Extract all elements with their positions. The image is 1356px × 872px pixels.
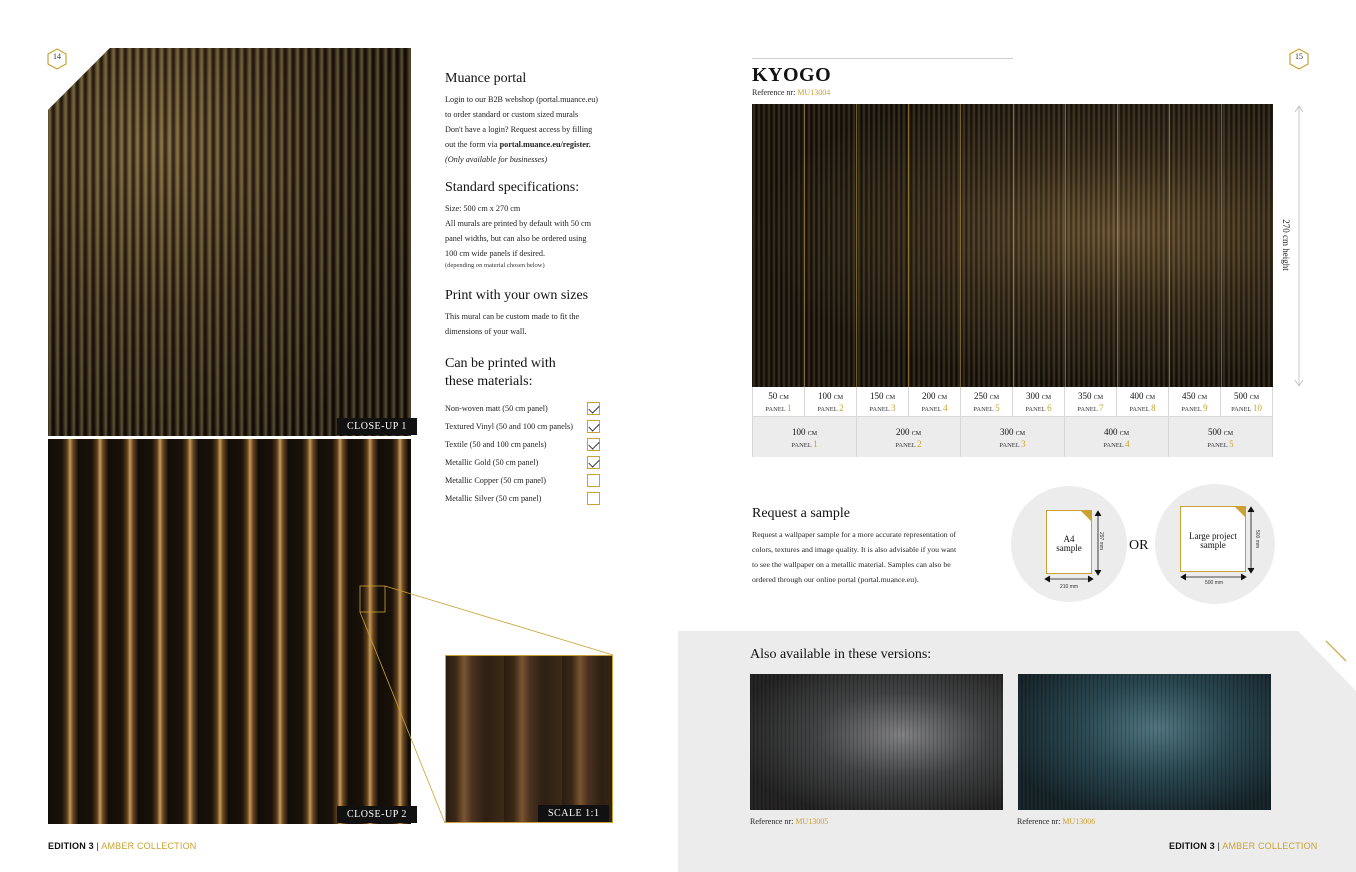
panel-width-unit: CM	[937, 395, 948, 401]
panel-width-unit: CM	[1093, 395, 1104, 401]
panel-width-unit: CM	[911, 431, 922, 437]
sample-heading: Request a sample	[752, 506, 850, 521]
panel-cell	[1065, 417, 1169, 457]
version-2-ref-code: MU13006	[1062, 817, 1096, 826]
panel-cell	[961, 387, 1013, 417]
version-reference-2	[1017, 817, 1095, 826]
panel-width-value: 500	[1207, 427, 1222, 437]
panel-label: PANEL	[1231, 406, 1252, 413]
decorative-corner-line	[1320, 638, 1350, 666]
panel-cell	[1169, 417, 1273, 457]
panel-number	[753, 439, 856, 451]
panel-label: PANEL	[869, 406, 890, 413]
own-sizes-section	[445, 287, 645, 339]
panel-width-unit: CM	[885, 395, 896, 401]
panel-width	[805, 391, 856, 403]
panel-width-unit: CM	[779, 395, 789, 401]
portal-line-4	[445, 137, 645, 152]
panel-width-unit: CM	[1249, 395, 1260, 401]
panel-number-value: 4	[1125, 439, 1130, 449]
panel-number	[1013, 403, 1064, 415]
panel-width-unit: CM	[1145, 395, 1156, 401]
footer-right	[1169, 841, 1317, 851]
panel-number-value: 9	[1203, 403, 1208, 413]
panel-number	[857, 403, 908, 415]
panel-number-value: 4	[943, 403, 948, 413]
panel-number-value: 5	[995, 403, 1000, 413]
scale-label: SCALE 1:1	[538, 805, 609, 822]
panel-label: PANEL	[791, 442, 812, 449]
sample-line-4: ordered through our online portal (portal.muance.eu).	[752, 575, 919, 584]
sample-or: OR	[1129, 538, 1149, 553]
checkbox-checked-icon[interactable]	[587, 402, 600, 415]
versions-heading: Also available in these versions:	[750, 647, 932, 662]
panel-divider-line	[1117, 104, 1118, 387]
panel-label: PANEL	[895, 442, 916, 449]
closeup-1-label: CLOSE-UP 1	[337, 418, 417, 435]
panel-width	[1117, 391, 1168, 403]
panel-width-value: 250	[973, 391, 988, 401]
panel-width-value: 100	[817, 391, 832, 401]
material-label: Non-woven matt (50 cm panel)	[445, 403, 548, 413]
panel-width-value: 50	[768, 391, 778, 401]
panel-label: PANEL	[1181, 406, 1202, 413]
panel-divider-line	[1065, 104, 1066, 387]
panel-cell	[1169, 387, 1221, 417]
panel-width	[961, 427, 1064, 439]
portal-line-5: (Only available for businesses)	[445, 155, 548, 164]
panel-cell	[961, 417, 1065, 457]
panel-cell	[1013, 387, 1065, 417]
material-item	[445, 453, 625, 471]
panel-label: PANEL	[817, 406, 838, 413]
panel-width	[1065, 391, 1116, 403]
panel-width-unit: CM	[1197, 395, 1208, 401]
large-sample-line-1: Large project	[1188, 531, 1238, 541]
panel-label: PANEL	[973, 406, 994, 413]
a4-width-label: 210 mm	[1060, 584, 1079, 590]
materials-heading-2: these materials:	[445, 374, 533, 389]
panel-number-value: 6	[1047, 403, 1052, 413]
footer-left	[48, 841, 196, 851]
material-label: Textile (50 and 100 cm panels)	[445, 439, 547, 449]
panel-width-value: 400	[1129, 391, 1144, 401]
large-width-label: 500 mm	[1205, 580, 1224, 586]
panel-width	[857, 391, 908, 403]
panel-label: PANEL	[1025, 406, 1046, 413]
large-dimension-arrows	[1175, 502, 1265, 582]
height-arrow	[1292, 104, 1306, 389]
own-sizes-line-1: This mural can be custom made to fit the	[445, 312, 580, 321]
large-height-label: 500 mm	[1254, 529, 1261, 549]
checkbox-checked-icon[interactable]	[587, 420, 600, 433]
material-item	[445, 471, 625, 489]
panel-width-unit: CM	[807, 431, 818, 437]
page-number-left: 14	[53, 52, 61, 61]
portal-heading: Muance portal	[445, 71, 527, 86]
sample-line-2: colors, textures and image quality. It is also advisable if you want	[752, 545, 957, 554]
product-reference-label: Reference nr:	[752, 88, 798, 97]
panel-width	[909, 391, 960, 403]
sample-line-3: to see the wallpaper on a metallic material. Samples can also be	[752, 560, 951, 569]
panel-width-unit: CM	[1119, 431, 1130, 437]
panel-cell	[857, 387, 909, 417]
panel-width-value: 100	[791, 427, 806, 437]
material-label: Metallic Copper (50 cm panel)	[445, 475, 546, 485]
product-reference-code: MU13004	[797, 88, 831, 97]
panel-divider-line	[1169, 104, 1170, 387]
material-item	[445, 435, 625, 453]
sample-line-1: Request a wallpaper sample for a more accurate representation of	[752, 530, 957, 539]
material-label: Metallic Gold (50 cm panel)	[445, 457, 539, 467]
panel-number-value: 5	[1229, 439, 1234, 449]
scale-1-1-image	[445, 655, 613, 823]
panel-number	[857, 439, 960, 451]
panel-width	[1065, 427, 1168, 439]
panel-number	[1221, 403, 1272, 415]
panel-cell	[909, 387, 961, 417]
panel-cell	[805, 387, 857, 417]
panel-tables	[752, 387, 1273, 457]
panel-number	[753, 403, 804, 415]
height-label: 270 cm height	[1281, 195, 1291, 295]
portal-register-link[interactable]: portal.muance.eu/register.	[499, 140, 591, 149]
panel-label: PANEL	[921, 406, 942, 413]
panel-divider-line	[960, 104, 961, 387]
specs-line-1: All murals are printed by default with 50 cm	[445, 219, 591, 228]
panel-width	[1221, 391, 1272, 403]
material-item	[445, 489, 625, 507]
panels-100cm-row	[752, 417, 1273, 457]
panel-number	[805, 403, 856, 415]
own-sizes-line-2: dimensions of your wall.	[445, 327, 527, 336]
panel-width	[1169, 391, 1220, 403]
panel-divider-line	[1221, 104, 1222, 387]
panel-label: PANEL	[1207, 442, 1228, 449]
footer-left-edition: EDITION 3	[48, 841, 94, 851]
footer-right-edition: EDITION 3	[1169, 841, 1215, 851]
materials-list	[445, 399, 625, 507]
panel-width-unit: CM	[1015, 431, 1026, 437]
portal-line-4-prefix: out the form via	[445, 140, 500, 149]
panel-width	[753, 391, 804, 403]
panel-divider-line	[856, 104, 857, 387]
mural-preview-image	[752, 104, 1273, 387]
a4-height-label: 297 mm	[1098, 531, 1105, 551]
panel-number-value: 1	[787, 403, 792, 413]
specs-size: Size: 500 cm x 270 cm	[445, 204, 521, 213]
panel-number-value: 10	[1252, 403, 1262, 413]
title-rule	[752, 58, 1013, 59]
material-item	[445, 417, 625, 435]
panel-number	[1169, 439, 1272, 451]
material-label: Metallic Silver (50 cm panel)	[445, 493, 542, 503]
panel-divider-line	[908, 104, 909, 387]
page-number-badge-right	[1289, 48, 1309, 70]
panel-label: PANEL	[1103, 442, 1124, 449]
panel-number-value: 3	[891, 403, 896, 413]
panel-number-value: 3	[1021, 439, 1026, 449]
portal-section	[445, 70, 645, 167]
material-item	[445, 399, 625, 417]
panel-number	[1065, 439, 1168, 451]
panel-number	[1117, 403, 1168, 415]
panel-number	[1065, 403, 1116, 415]
panel-cell	[857, 417, 961, 457]
panel-cell	[753, 387, 805, 417]
panel-cell	[1221, 387, 1273, 417]
panel-width-value: 400	[1103, 427, 1118, 437]
footer-right-separator: |	[1214, 841, 1223, 851]
panel-width-unit: CM	[1041, 395, 1052, 401]
panel-number-value: 1	[813, 439, 818, 449]
version-1-ref-label: Reference nr:	[750, 817, 796, 826]
panel-divider-lines	[752, 104, 1273, 387]
panel-label: PANEL	[1129, 406, 1150, 413]
panel-width	[961, 391, 1012, 403]
materials-heading-1: Can be printed with	[445, 356, 556, 371]
a4-sample-line-2: sample	[1056, 543, 1082, 553]
portal-line-2: to order standard or custom sized murals	[445, 110, 579, 119]
panel-width-value: 200	[895, 427, 910, 437]
footer-right-collection: AMBER COLLECTION	[1222, 841, 1318, 851]
specs-line-2: panel widths, but can also be ordered using	[445, 234, 587, 243]
specs-note: (depending on material chosen below)	[445, 262, 545, 269]
specs-line-3: 100 cm wide panels if desired.	[445, 249, 546, 258]
checkbox-empty-icon[interactable]	[587, 492, 600, 505]
panel-cell	[753, 417, 857, 457]
panel-divider-line	[1013, 104, 1014, 387]
panel-number-value: 2	[839, 403, 844, 413]
portal-line-1: Login to our B2B webshop (portal.muance.eu)	[445, 95, 599, 104]
panel-number	[961, 439, 1064, 451]
panel-width	[753, 427, 856, 439]
panel-divider-line	[804, 104, 805, 387]
panel-label: PANEL	[1077, 406, 1098, 413]
panels-50cm-row	[752, 387, 1273, 417]
closeup-2-label: CLOSE-UP 2	[337, 806, 417, 823]
materials-section	[445, 355, 625, 507]
panel-width-unit: CM	[1223, 431, 1234, 437]
version-2-ref-label: Reference nr:	[1017, 817, 1063, 826]
panel-label: PANEL	[999, 442, 1020, 449]
version-1-ref-code: MU13005	[795, 817, 829, 826]
product-reference	[752, 88, 830, 97]
sample-section	[752, 505, 992, 587]
version-image-2[interactable]	[1018, 674, 1271, 810]
panel-width-unit: CM	[989, 395, 1000, 401]
panel-cell	[1065, 387, 1117, 417]
specs-section	[445, 179, 645, 269]
panel-width-value: 200	[921, 391, 936, 401]
panel-width	[857, 427, 960, 439]
own-sizes-heading: Print with your own sizes	[445, 288, 589, 303]
panel-width-value: 300	[1025, 391, 1040, 401]
version-image-1[interactable]	[750, 674, 1003, 810]
page-number-right: 15	[1295, 52, 1303, 61]
panel-number	[1169, 403, 1220, 415]
portal-line-3: Don't have a login? Request access by filling	[445, 125, 593, 134]
panel-width	[1013, 391, 1064, 403]
panel-number-value: 8	[1151, 403, 1156, 413]
panel-number-value: 7	[1099, 403, 1104, 413]
checkbox-empty-icon[interactable]	[587, 474, 600, 487]
version-reference-1	[750, 817, 828, 826]
footer-left-collection: AMBER COLLECTION	[101, 841, 197, 851]
panel-width-unit: CM	[833, 395, 844, 401]
a4-sample-line-1: A4	[1063, 534, 1075, 544]
panel-width-value: 500	[1233, 391, 1248, 401]
panel-width-value: 300	[999, 427, 1014, 437]
checkbox-checked-icon[interactable]	[587, 456, 600, 469]
panel-number	[961, 403, 1012, 415]
material-label: Textured Vinyl (50 and 100 cm panels)	[445, 421, 573, 431]
panel-label: PANEL	[765, 406, 786, 413]
panel-number-value: 2	[917, 439, 922, 449]
panel-cell	[1117, 387, 1169, 417]
panel-width	[1169, 427, 1272, 439]
panel-width-value: 150	[869, 391, 884, 401]
panel-width-value: 450	[1181, 391, 1196, 401]
panel-width-value: 350	[1077, 391, 1092, 401]
large-sample-line-2: sample	[1200, 540, 1226, 550]
product-title: KYOGO	[752, 64, 832, 86]
panel-number	[909, 403, 960, 415]
checkbox-checked-icon[interactable]	[587, 438, 600, 451]
footer-left-separator: |	[93, 841, 102, 851]
specs-heading: Standard specifications:	[445, 180, 580, 195]
